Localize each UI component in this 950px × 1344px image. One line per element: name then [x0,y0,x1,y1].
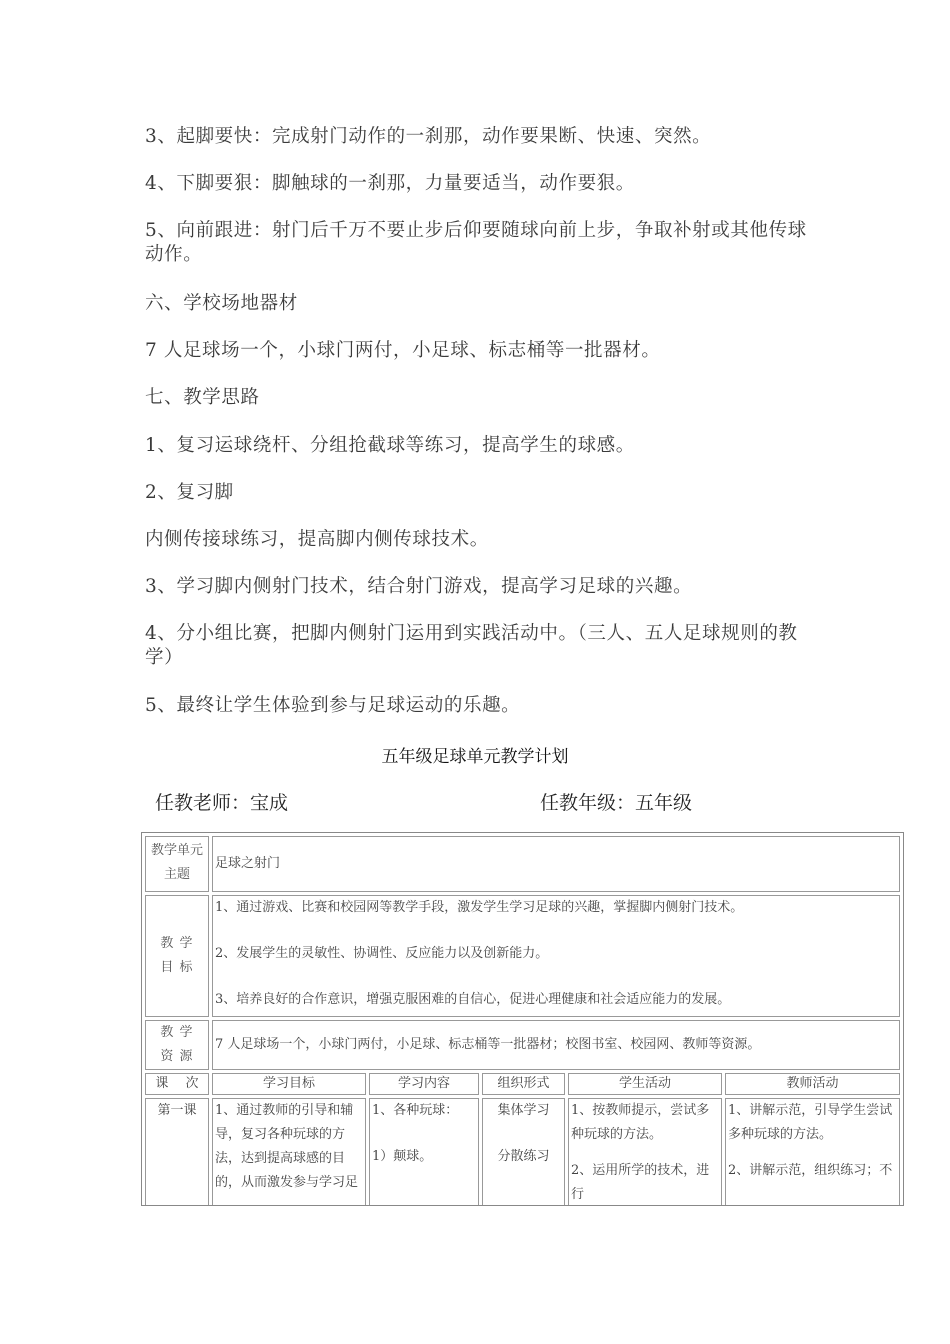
student-line: 1、按教师提示，尝试多种玩球的方法。 [571,1103,710,1142]
col-header-target: 学习目标 [212,1073,366,1095]
header-row [145,1073,900,1095]
paragraph-kick-hard: 4、下脚要狠：脚触球的一刹那，力量要适当，动作要狠。 [145,173,635,194]
col-header-form: 组织形式 [482,1073,565,1095]
student-line: 2、运用所学的技术，进行 [571,1163,710,1202]
content-line: 1）颠球。 [372,1149,433,1164]
goals-label: 教 学 目 标 [145,895,209,1017]
paragraph-approach-5: 5、最终让学生体验到参与足球运动的乐趣。 [145,695,521,716]
goals-row [145,895,900,1017]
content-cell [369,1098,479,1206]
teacher-line: 1、讲解示范，引导学生尝试多种玩球的方法。 [728,1103,893,1142]
resources-row [145,1020,900,1070]
teacher-cell [725,1098,900,1206]
section-heading-equipment: 六、学校场地器材 [145,293,298,314]
grade-label: 任教年级：五年级 [540,792,693,814]
unit-plan-table [141,832,904,1206]
paragraph-approach-1: 1、复习运球绕杆、分组抢截球等练习，提高学生的球感。 [145,435,635,456]
goal-item: 2、发展学生的灵敏性、协调性、反应能力以及创新能力。 [215,946,549,961]
lesson-cell: 第一课 [145,1098,209,1206]
resources-label: 教 学 资 源 [145,1020,209,1070]
paragraph-kick-fast: 3、起脚要快：完成射门动作的一刹那，动作要果断、快速、突然。 [145,126,712,147]
col-header-lesson: 课 次 [145,1073,209,1095]
plan-title: 五年级足球单元教学计划 [381,747,569,767]
table-row [145,1098,900,1206]
form-line: 分散练习 [497,1149,550,1164]
paragraph-follow-up: 5、向前跟进：射门后千万不要止步后仰要随球向前上步，争取补射或其他传球动作。 [145,220,807,265]
theme-label: 教学单元主题 [145,836,209,892]
form-cell [482,1098,565,1206]
paragraph-approach-2: 2、复习脚 [145,482,234,503]
goal-item: 3、培养良好的合作意识，增强克服困难的自信心，促进心理健康和社会适应能力的发展。 [215,992,731,1007]
teacher-label: 任教老师：宝成 [155,792,289,814]
target-cell: 1、通过教师的引导和辅导，复习各种玩球的方法，达到提高球感的目的，从而激发参与学习足 [212,1098,366,1206]
section-heading-approach: 七、教学思路 [145,387,260,408]
form-line: 集体学习 [497,1103,550,1118]
resources-value: 7 人足球场一个，小球门两付，小足球、标志桶等一批器材；校图书室、校园网、教师等资源。 [212,1020,900,1070]
student-cell [568,1098,722,1206]
paragraph-approach-4: 4、分小组比赛，把脚内侧射门运用到实践活动中。（三人、五人足球规则的教学） [145,623,798,668]
paragraph-approach-3: 3、学习脚内侧射门技术，结合射门游戏，提高学习足球的兴趣。 [145,576,693,597]
theme-row [145,836,900,892]
paragraph-approach-2-cont: 内侧传接球练习，提高脚内侧传球技术。 [145,529,489,550]
col-header-student: 学生活动 [568,1073,722,1095]
theme-value: 足球之射门 [212,836,900,892]
teacher-line: 2、讲解示范，组织练习；不 [728,1163,893,1178]
goal-item: 1、通过游戏、比赛和校园网等教学手段，激发学生学习足球的兴趣，掌握脚内侧射门技术。 [215,900,744,915]
paragraph-equipment: 7 人足球场一个，小球门两付，小足球、标志桶等一批器材。 [145,340,661,361]
col-header-teacher: 教师活动 [725,1073,900,1095]
col-header-content: 学习内容 [369,1073,479,1095]
content-line: 1、各种玩球： [372,1103,459,1118]
goals-cell [212,895,900,1017]
